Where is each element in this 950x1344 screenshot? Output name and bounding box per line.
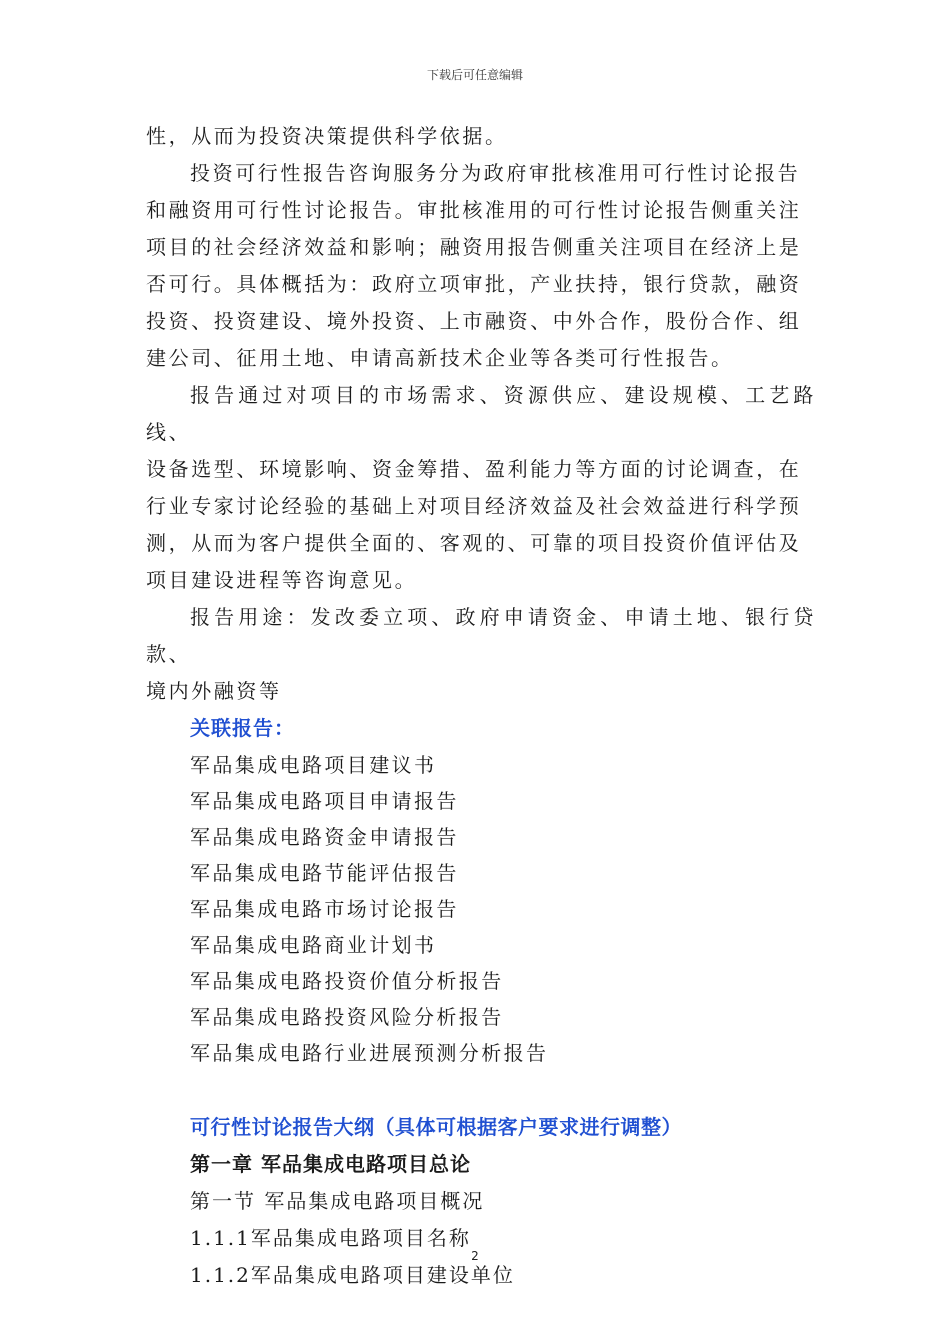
paragraph-line: 报告用途：发改委立项、政府申请资金、申请土地、银行贷款、 bbox=[146, 605, 816, 666]
paragraph-line: 建公司、征用土地、申请高新技术企业等各类可行性报告。 bbox=[146, 346, 734, 370]
paragraph-line: 性，从而为投资决策提供科学依据。 bbox=[146, 124, 508, 148]
outline-item: 第一节 军品集成电路项目概况 bbox=[190, 1189, 485, 1213]
related-report-item: 军品集成电路行业进展预测分析报告 bbox=[190, 1041, 549, 1065]
related-report-item: 军品集成电路项目建议书 bbox=[190, 753, 437, 777]
related-reports-list bbox=[146, 747, 816, 1071]
chapter-heading: 第一章 军品集成电路项目总论 bbox=[190, 1152, 471, 1176]
paragraph-line: 投资可行性报告咨询服务分为政府审批核准用可行性讨论报告 bbox=[190, 161, 801, 185]
related-report-item: 军品集成电路市场讨论报告 bbox=[190, 897, 459, 921]
paragraph-line: 设备选型、环境影响、资金筹措、盈利能力等方面的讨论调查，在 bbox=[146, 457, 802, 481]
paragraph-line: 投资、投资建设、境外投资、上市融资、中外合作，股份合作、组 bbox=[146, 309, 802, 333]
document-body bbox=[146, 118, 816, 1294]
paragraph-line: 境内外融资等 bbox=[146, 679, 282, 703]
page-header: 下载后可任意编辑 bbox=[426, 68, 523, 82]
outline-item: 1.1.1军品集成电路项目名称 bbox=[190, 1226, 471, 1250]
paragraph-line: 报告通过对项目的市场需求、资源供应、建设规模、工艺路线、 bbox=[146, 383, 816, 444]
paragraph-line: 测，从而为客户提供全面的、客观的、可靠的项目投资价值评估及 bbox=[146, 531, 802, 555]
paragraph-line: 行业专家讨论经验的基础上对项目经济效益及社会效益进行科学预 bbox=[146, 494, 802, 518]
outline-items bbox=[146, 1183, 816, 1294]
page-number: 2 bbox=[471, 1249, 479, 1263]
related-report-item: 军品集成电路投资风险分析报告 bbox=[190, 1005, 504, 1029]
related-reports-title: 关联报告： bbox=[190, 716, 295, 740]
related-report-item: 军品集成电路商业计划书 bbox=[190, 933, 437, 957]
body-paragraphs bbox=[146, 118, 816, 710]
paragraph-line: 否可行。具体概括为：政府立项审批，产业扶持，银行贷款，融资 bbox=[146, 272, 802, 296]
related-report-item: 军品集成电路投资价值分析报告 bbox=[190, 969, 504, 993]
related-report-item: 军品集成电路资金申请报告 bbox=[190, 825, 459, 849]
outline-title: 可行性讨论报告大纲（具体可根据客户要求进行调整） bbox=[190, 1115, 682, 1139]
outline-item: 1.1.2军品集成电路项目建设单位 bbox=[190, 1263, 515, 1287]
related-report-item: 军品集成电路节能评估报告 bbox=[190, 861, 459, 885]
paragraph-line: 和融资用可行性讨论报告。审批核准用的可行性讨论报告侧重关注 bbox=[146, 198, 802, 222]
related-report-item: 军品集成电路项目申请报告 bbox=[190, 789, 459, 813]
paragraph-line: 项目建设进程等咨询意见。 bbox=[146, 568, 418, 592]
paragraph-line: 项目的社会经济效益和影响；融资用报告侧重关注项目在经济上是 bbox=[146, 235, 802, 259]
